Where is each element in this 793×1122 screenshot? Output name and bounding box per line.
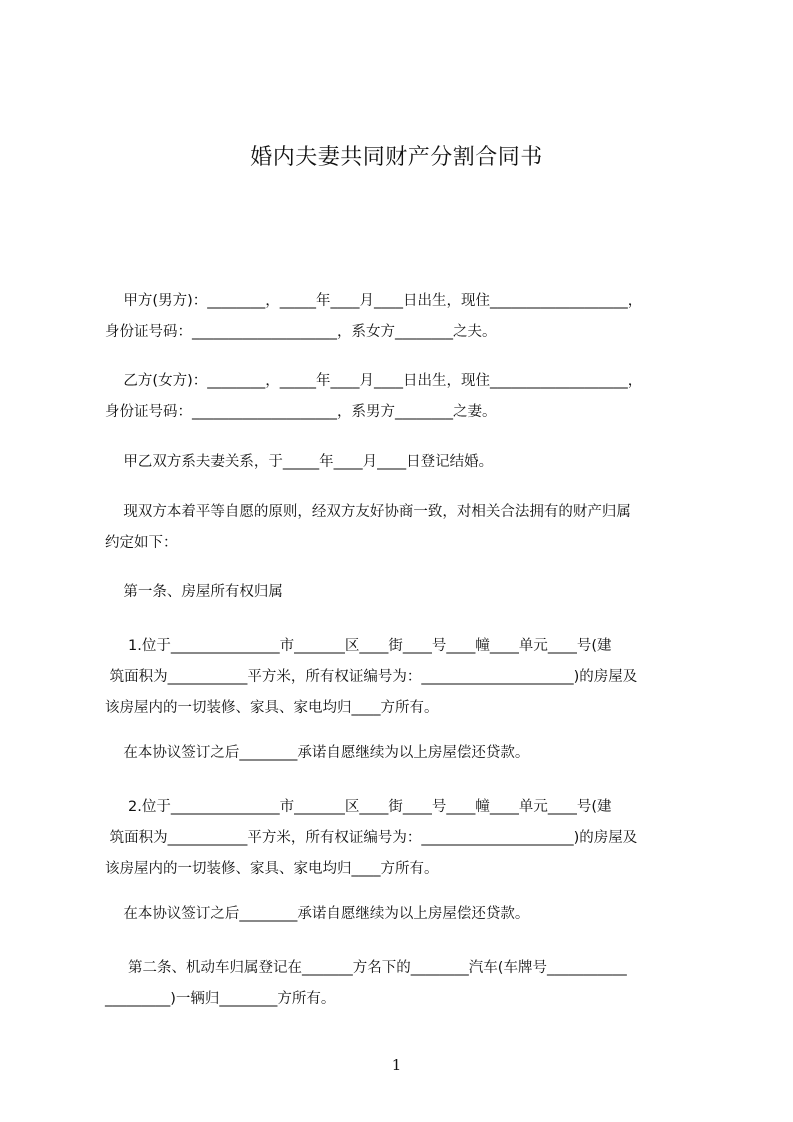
principle-paragraph <box>105 497 695 559</box>
loan-1-paragraph <box>105 738 695 769</box>
text-line: 约定如下： <box>105 535 178 551</box>
party-b-paragraph <box>105 366 695 428</box>
text-line: 在本协议签订之后________承诺自愿继续为以上房屋偿还贷款。 <box>105 906 530 922</box>
text-line: 筑面积为___________平方米，所有权证编号为：_____________________)的房屋及 <box>105 669 638 685</box>
loan-2-paragraph <box>105 899 695 930</box>
text-line: 2.位于_______________市_______区____街____号____幢____单元____号(建 <box>105 799 612 815</box>
text-line: 乙方(女方)：________，_____年____月____日出生，现住___________________， <box>105 373 643 389</box>
text-line: 在本协议签订之后________承诺自愿继续为以上房屋偿还贷款。 <box>105 745 530 761</box>
document-title: 婚内夫妻共同财产分割合同书 <box>250 145 543 170</box>
text-line: 第一条、房屋所有权归属 <box>105 584 283 600</box>
house-1-paragraph <box>105 631 695 724</box>
article-2-paragraph <box>105 953 695 1015</box>
article-1-heading <box>105 577 695 608</box>
page-number: 1 <box>391 1056 402 1074</box>
text-line: 1.位于_______________市_______区____街____号____幢____单元____号(建 <box>105 638 612 654</box>
marriage-registration-paragraph <box>105 447 695 478</box>
text-line: 身份证号码：____________________，系男方________之妻。 <box>105 404 497 420</box>
house-2-paragraph <box>105 792 695 885</box>
party-a-paragraph <box>105 286 695 348</box>
text-line: _________)一辆归________方所有。 <box>105 991 336 1007</box>
text-line: 现双方本着平等自愿的原则，经双方友好协商一致，对相关合法拥有的财产归属 <box>105 504 631 520</box>
text-line: 甲乙双方系夫妻关系，于_____年____月____日登记结婚。 <box>105 454 494 470</box>
text-line: 该房屋内的一切装修、家具、家电均归____方所有。 <box>105 700 439 716</box>
text-line: 该房屋内的一切装修、家具、家电均归____方所有。 <box>105 861 439 877</box>
text-line: 筑面积为___________平方米，所有权证编号为：_____________________)的房屋及 <box>105 830 638 846</box>
text-line: 第二条、机动车归属登记在_______方名下的________汽车(车牌号___________ <box>105 960 627 976</box>
text-line: 身份证号码：____________________，系女方________之夫。 <box>105 324 497 340</box>
text-line: 甲方(男方)：________，_____年____月____日出生，现住___________________， <box>105 293 643 309</box>
